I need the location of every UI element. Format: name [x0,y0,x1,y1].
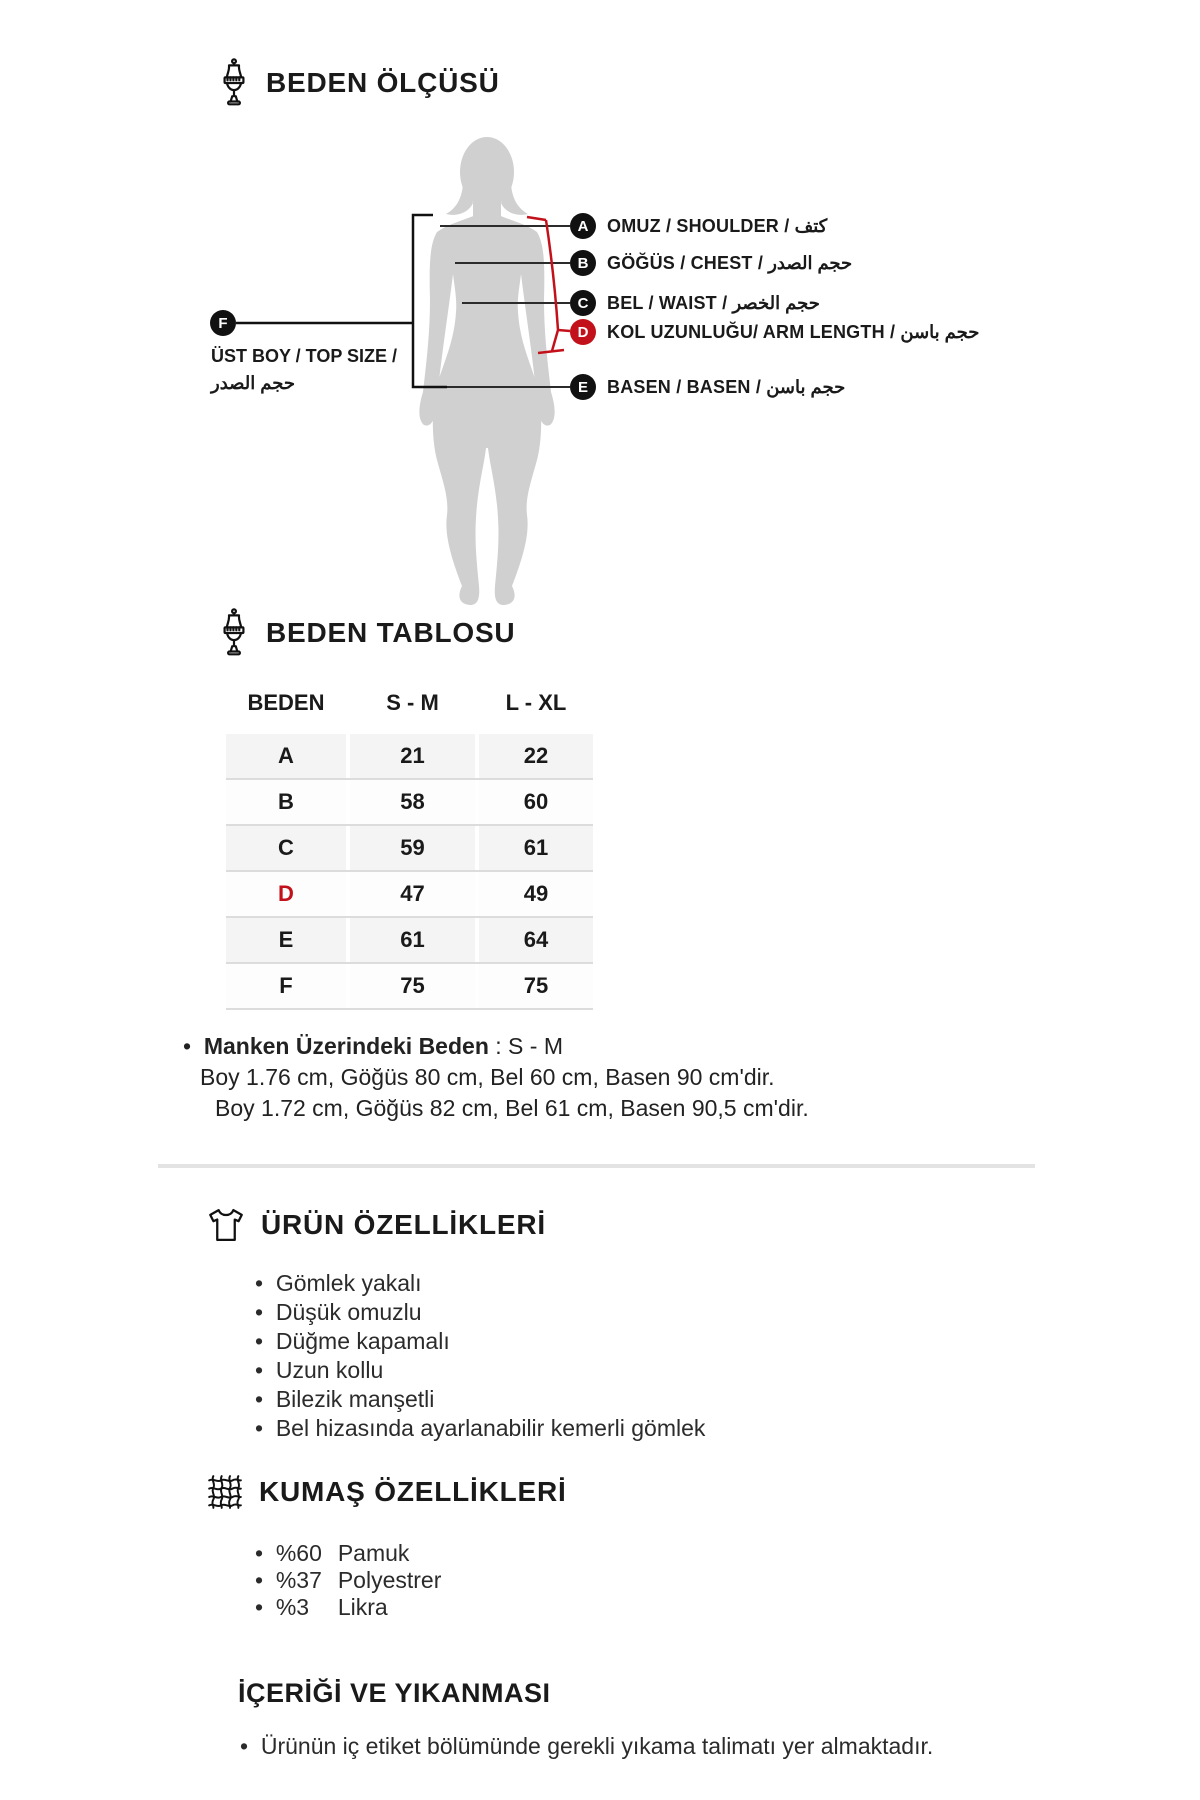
tshirt-icon [205,1203,247,1247]
measure-label-arm-length: D KOL UZUNLUĞU/ ARM LENGTH / حجم باسن [570,319,979,345]
list-item [255,1567,441,1594]
fabric-percent: • %60 [275,1540,322,1566]
list-item: • Bilezik manşetli [255,1385,705,1414]
table-row: E 61 64 [226,918,593,964]
top-size-label-line1: ÜST BOY / TOP SIZE / [211,346,398,366]
model-size-line: • Manken Üzerindeki Beden : S - M [183,1031,809,1062]
measurement-diagram [0,110,1200,622]
product-features-list [255,1269,705,1443]
table-row: B 58 60 [226,780,593,826]
table-row: F 75 75 [226,964,593,1010]
measure-badge-a: A [570,213,596,239]
list-item: • Bel hizasında ayarlanabilir kemerli gömlek [255,1414,705,1443]
care-section-title: İÇERİĞİ VE YIKANMASI [238,1678,551,1708]
size-table-title: BEDEN TABLOSU [266,617,516,648]
measure-badge-c: C [570,290,596,316]
measure-label-shoulder: A OMUZ / SHOULDER / كتف [570,213,827,239]
size-table-section-header [216,608,515,658]
model-size-note [183,1031,809,1124]
fabric-features-list [255,1540,441,1621]
measure-badge-b: B [570,250,596,276]
col-header-beden: BEDEN [247,690,325,715]
fabric-name: Likra [337,1594,388,1620]
measure-label-chest: B GÖĞÜS / CHEST / حجم الصدر [570,250,852,276]
mannequin-icon [216,608,252,658]
size-table-header [226,690,593,734]
table-row: D 47 49 [226,872,593,918]
list-item: • Düğme kapamalı [255,1327,705,1356]
size-guide-title: BEDEN ÖLÇÜSÜ [266,67,500,98]
size-guide-section-header [216,58,500,108]
list-item: • Uzun kollu [255,1356,705,1385]
fabric-features-title: KUMAŞ ÖZELLİKLERİ [259,1476,567,1507]
table-row: A 21 22 [226,734,593,780]
size-table [226,690,593,1010]
product-features-title: ÜRÜN ÖZELLİKLERİ [261,1209,547,1240]
list-item [255,1594,441,1621]
fabric-percent: • %3 [275,1594,310,1620]
body-silhouette [419,137,554,605]
measure-label-waist: C BEL / WAIST / حجم الخصر [570,290,820,316]
model-measurements-2: Boy 1.72 cm, Göğüs 82 cm, Bel 61 cm, Basen 90,5 cm'dir. [215,1095,809,1121]
product-features-header [205,1203,546,1247]
measure-badge-f: F [210,310,236,336]
measure-badge-e: E [570,374,596,400]
model-measurements-1: Boy 1.76 cm, Göğüs 80 cm, Bel 60 cm, Basen 90 cm'dir. [200,1064,775,1090]
section-divider [158,1164,1035,1168]
list-item: • Düşük omuzlu [255,1298,705,1327]
fabric-features-header [205,1472,567,1512]
measure-badge-d: D [570,319,596,345]
fabric-name: Polyestrer [337,1567,442,1593]
col-header-s-m: S - M [386,690,439,715]
list-item [255,1540,441,1567]
fabric-percent: • %37 [275,1567,322,1593]
list-item: • Gömlek yakalı [255,1269,705,1298]
col-header-l-xl: L - XL [505,690,567,715]
table-row: C 59 61 [226,826,593,872]
measure-label-hip: E BASEN / BASEN / حجم باسن [570,374,845,400]
diagram-scene [0,110,1200,622]
fabric-name: Pamuk [337,1540,410,1566]
care-instruction: • Ürünün iç etiket bölümünde gerekli yıkama talimatı yer almaktadır. [240,1730,940,1763]
mannequin-icon [216,58,252,108]
fabric-weave-icon [205,1472,245,1512]
top-size-label-line2: حجم الصدر [211,373,295,393]
